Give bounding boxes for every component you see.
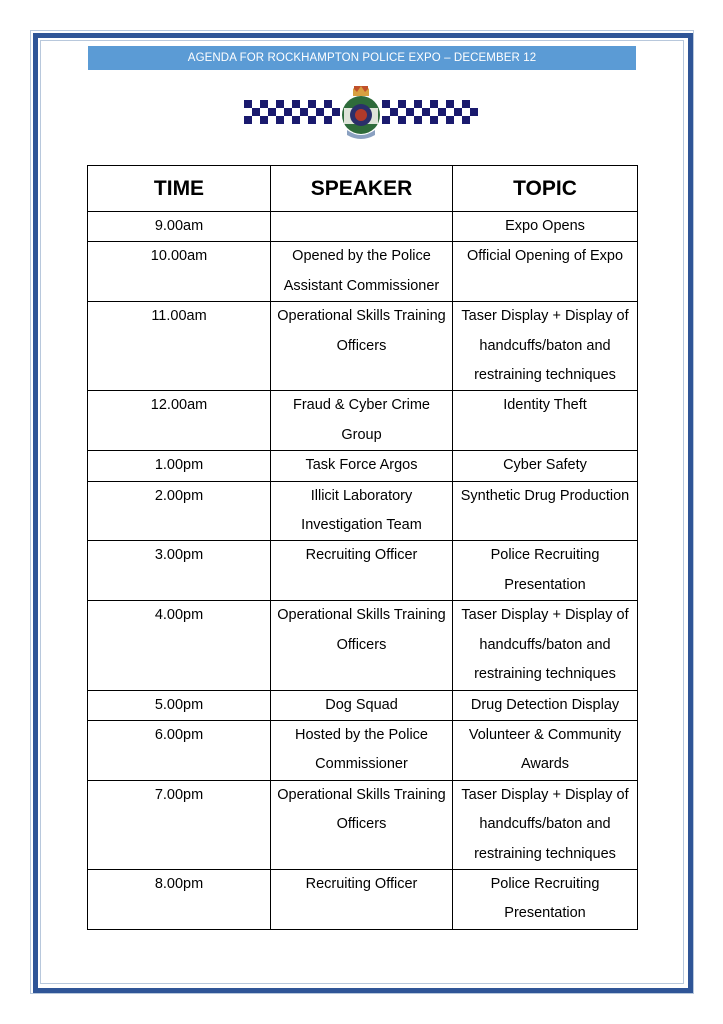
time-cell: 4.00pm xyxy=(88,601,271,690)
table-row xyxy=(88,212,638,242)
topic-cell: Volunteer & Community Awards xyxy=(453,720,638,780)
checker-square xyxy=(300,108,308,116)
checker-square xyxy=(382,100,390,108)
topic-cell: Police Recruiting Presentation xyxy=(453,869,638,929)
topic-cell: Expo Opens xyxy=(453,212,638,242)
table-row xyxy=(88,720,638,780)
checker-square xyxy=(268,108,276,116)
topic-cell: Taser Display + Display of handcuffs/baton and restraining techniques xyxy=(453,601,638,690)
time-cell: 10.00am xyxy=(88,242,271,302)
topic-cell: Taser Display + Display of handcuffs/baton and restraining techniques xyxy=(453,302,638,391)
time-cell: 8.00pm xyxy=(88,869,271,929)
topic-cell: Identity Theft xyxy=(453,391,638,451)
time-cell: 2.00pm xyxy=(88,481,271,541)
checker-square xyxy=(276,100,284,108)
checker-square xyxy=(390,108,398,116)
checker-square xyxy=(462,100,470,108)
table-row xyxy=(88,601,638,690)
topic-cell: Synthetic Drug Production xyxy=(453,481,638,541)
checker-square xyxy=(284,108,292,116)
header-topic: TOPIC xyxy=(453,166,638,212)
speaker-cell xyxy=(271,212,453,242)
table-row xyxy=(88,451,638,481)
time-cell: 6.00pm xyxy=(88,720,271,780)
table-row xyxy=(88,869,638,929)
checker-square xyxy=(308,100,316,108)
checker-square xyxy=(414,116,422,124)
checker-square xyxy=(308,116,316,124)
table-header-row xyxy=(88,166,638,212)
checker-square xyxy=(244,100,252,108)
checker-square xyxy=(422,108,430,116)
police-logo xyxy=(240,84,485,144)
speaker-cell: Operational Skills Training Officers xyxy=(271,302,453,391)
table-row xyxy=(88,391,638,451)
topic-cell: Police Recruiting Presentation xyxy=(453,541,638,601)
checker-square xyxy=(260,100,268,108)
time-cell: 3.00pm xyxy=(88,541,271,601)
agenda-title-banner: AGENDA FOR ROCKHAMPTON POLICE EXPO – DECEMBER 12 xyxy=(88,46,636,70)
table-row xyxy=(88,541,638,601)
time-cell: 9.00am xyxy=(88,212,271,242)
table-row xyxy=(88,780,638,869)
table-row xyxy=(88,242,638,302)
speaker-cell: Task Force Argos xyxy=(271,451,453,481)
header-time: TIME xyxy=(88,166,271,212)
table-row xyxy=(88,690,638,720)
checker-square xyxy=(324,100,332,108)
checker-band-right-icon xyxy=(382,100,478,124)
time-cell: 1.00pm xyxy=(88,451,271,481)
time-cell: 12.00am xyxy=(88,391,271,451)
checker-square xyxy=(260,116,268,124)
speaker-cell: Dog Squad xyxy=(271,690,453,720)
speaker-cell: Recruiting Officer xyxy=(271,869,453,929)
checker-square xyxy=(316,108,324,116)
checker-square xyxy=(406,108,414,116)
table-row xyxy=(88,302,638,391)
checker-square xyxy=(252,108,260,116)
topic-cell: Drug Detection Display xyxy=(453,690,638,720)
checker-square xyxy=(276,116,284,124)
speaker-cell: Recruiting Officer xyxy=(271,541,453,601)
checker-square xyxy=(324,116,332,124)
time-cell: 7.00pm xyxy=(88,780,271,869)
checker-square xyxy=(398,116,406,124)
checker-square xyxy=(382,116,390,124)
checker-square xyxy=(470,108,478,116)
speaker-cell: Operational Skills Training Officers xyxy=(271,601,453,690)
checker-square xyxy=(454,108,462,116)
speaker-cell: Opened by the Police Assistant Commissioner xyxy=(271,242,453,302)
checker-square xyxy=(398,100,406,108)
speaker-cell: Hosted by the Police Commissioner xyxy=(271,720,453,780)
police-badge-icon xyxy=(342,86,380,139)
checker-square xyxy=(430,100,438,108)
checker-square xyxy=(438,108,446,116)
speaker-cell: Illicit Laboratory Investigation Team xyxy=(271,481,453,541)
checker-band-left-icon xyxy=(244,100,340,124)
checker-square xyxy=(462,116,470,124)
checker-square xyxy=(414,100,422,108)
checker-square xyxy=(292,100,300,108)
header-speaker: SPEAKER xyxy=(271,166,453,212)
checker-square xyxy=(446,100,454,108)
speaker-cell: Operational Skills Training Officers xyxy=(271,780,453,869)
checker-square xyxy=(430,116,438,124)
checker-square xyxy=(292,116,300,124)
table-row xyxy=(88,481,638,541)
topic-cell: Taser Display + Display of handcuffs/baton and restraining techniques xyxy=(453,780,638,869)
speaker-cell: Fraud & Cyber Crime Group xyxy=(271,391,453,451)
checker-square xyxy=(446,116,454,124)
time-cell: 5.00pm xyxy=(88,690,271,720)
topic-cell: Cyber Safety xyxy=(453,451,638,481)
agenda-table xyxy=(87,165,638,930)
checker-square xyxy=(332,108,340,116)
time-cell: 11.00am xyxy=(88,302,271,391)
checker-square xyxy=(244,116,252,124)
topic-cell: Official Opening of Expo xyxy=(453,242,638,302)
